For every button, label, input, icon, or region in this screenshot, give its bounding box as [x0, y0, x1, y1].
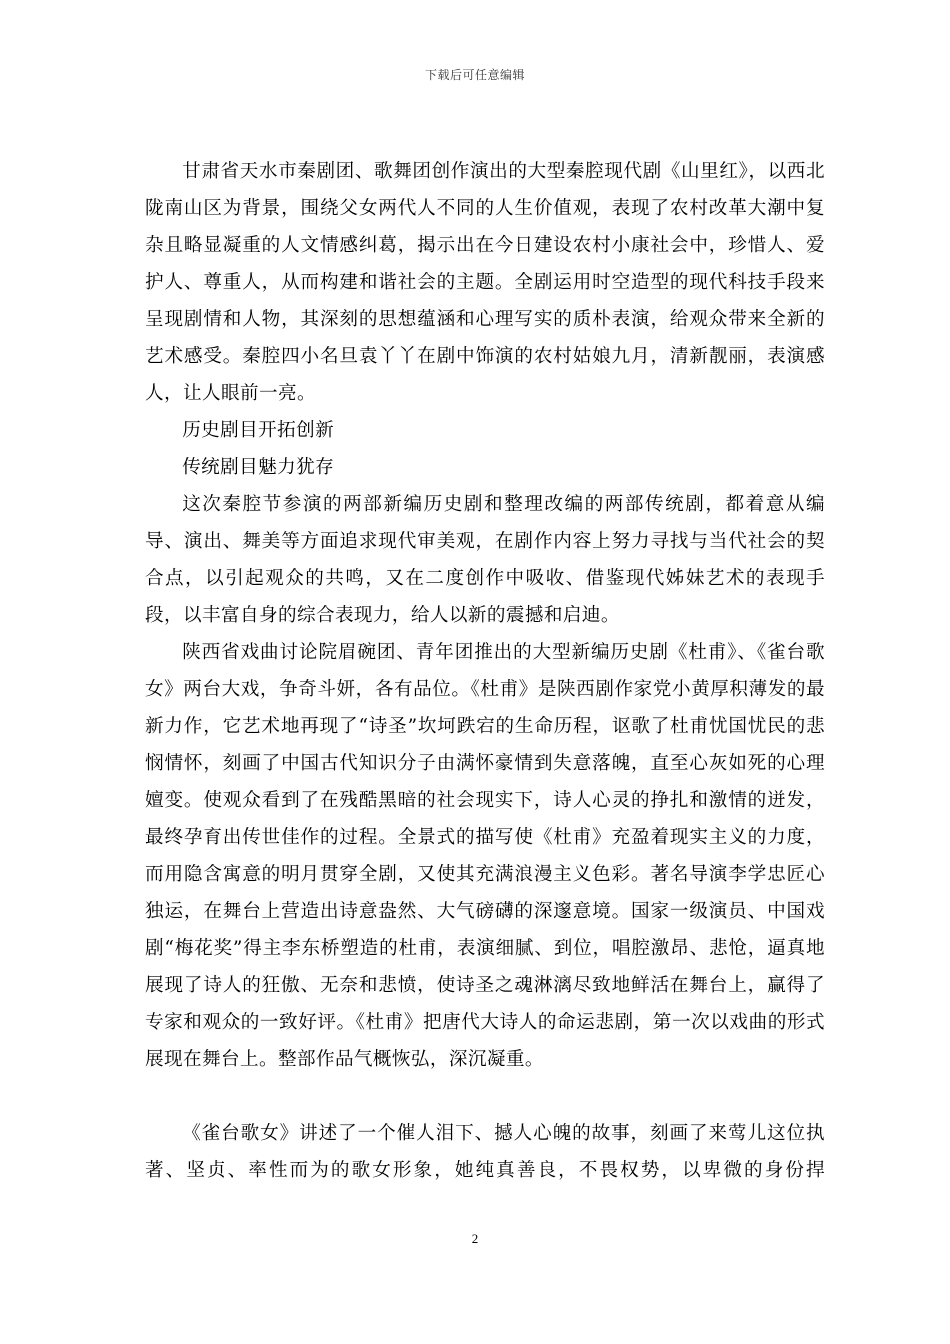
page-header: 下载后可任意编辑: [424, 68, 525, 82]
paragraph-dufu: 陕西省戏曲讨论院眉碗团、青年团推出的大型新编历史剧《杜甫》、《雀台歌女》两台大戏，争奇斗妍，各有品位。《杜甫》是陕西剧作家党小黄厚积薄发的最新力作，它艺术地再现了“诗圣”坎坷跌宕的生命历程，讴歌了杜甫忧国忧民的悲悯情怀，刻画了中国古代知识分子由满怀豪情到失意落魄，直至心灰如死的心理嬗变。使观众看到了在残酷黑暗的社会现实下，诗人心灵的挣扎和激情的迸发，最终孕育出传世佳作的过程。全景式的描写使《杜甫》充盈着现实主义的力度，而用隐含寓意的明月贯穿全剧，又使其充满浪漫主义色彩。著名导演李学忠匠心独运，在舞台上营造出诗意盎然、大气磅礴的深邃意境。国家一级演员、中国戏剧“梅花奖”得主李东桥塑造的杜甫，表演细腻、到位，唱腔激昂、悲怆，逼真地展现了诗人的狂傲、无奈和悲愤，使诗圣之魂淋漓尽致地鲜活在舞台上，赢得了专家和观众的一致好评。《杜甫》把唐代大诗人的命运悲剧，第一次以戏曲的形式展现在舞台上。整部作品气概恢弘，深沉凝重。: [145, 642, 825, 1070]
paragraph-quetai-genv: 《雀台歌女》讲述了一个催人泪下、撼人心魄的故事，刻画了来莺儿这位执著、坚贞、率性而为的歌女形象，她纯真善良，不畏权势，以卑微的身份捍: [145, 1123, 825, 1181]
body-text: [145, 153, 825, 1189]
paragraph-gap: [145, 1078, 825, 1115]
subheading-traditional-drama: 传统剧目魅力犹存: [182, 457, 335, 478]
paragraph-shanlihong: 甘肃省天水市秦剧团、歌舞团创作演出的大型秦腔现代剧《山里红》，以西北陇南山区为背景，围绕父女两代人不同的人生价值观，表现了农村改革大潮中复杂且略显凝重的人文情感纠葛，揭示出在今日建设农村小康社会中，珍惜人、爱护人、尊重人，从而构建和谐社会的主题。全剧运用时空造型的现代科技手段来呈现剧情和人物，其深刻的思想蕴涵和心理写实的质朴表演，给观众带来全新的艺术感受。秦腔四小名旦袁丫丫在剧中饰演的农村姑娘九月，清新靓丽，表演感人，让人眼前一亮。: [145, 161, 825, 404]
paragraph-festival-overview: 这次秦腔节参演的两部新编历史剧和整理改编的两部传统剧，都着意从编导、演出、舞美等方面追求现代审美观，在剧作内容上努力寻找与当代社会的契合点，以引起观众的共鸣，又在二度创作中吸收、借鉴现代姊妹艺术的表现手段，以丰富自身的综合表现力，给人以新的震撼和启迪。: [145, 494, 825, 626]
subheading-history-drama: 历史剧目开拓创新: [182, 420, 335, 441]
page-number: 2: [471, 1231, 479, 1246]
